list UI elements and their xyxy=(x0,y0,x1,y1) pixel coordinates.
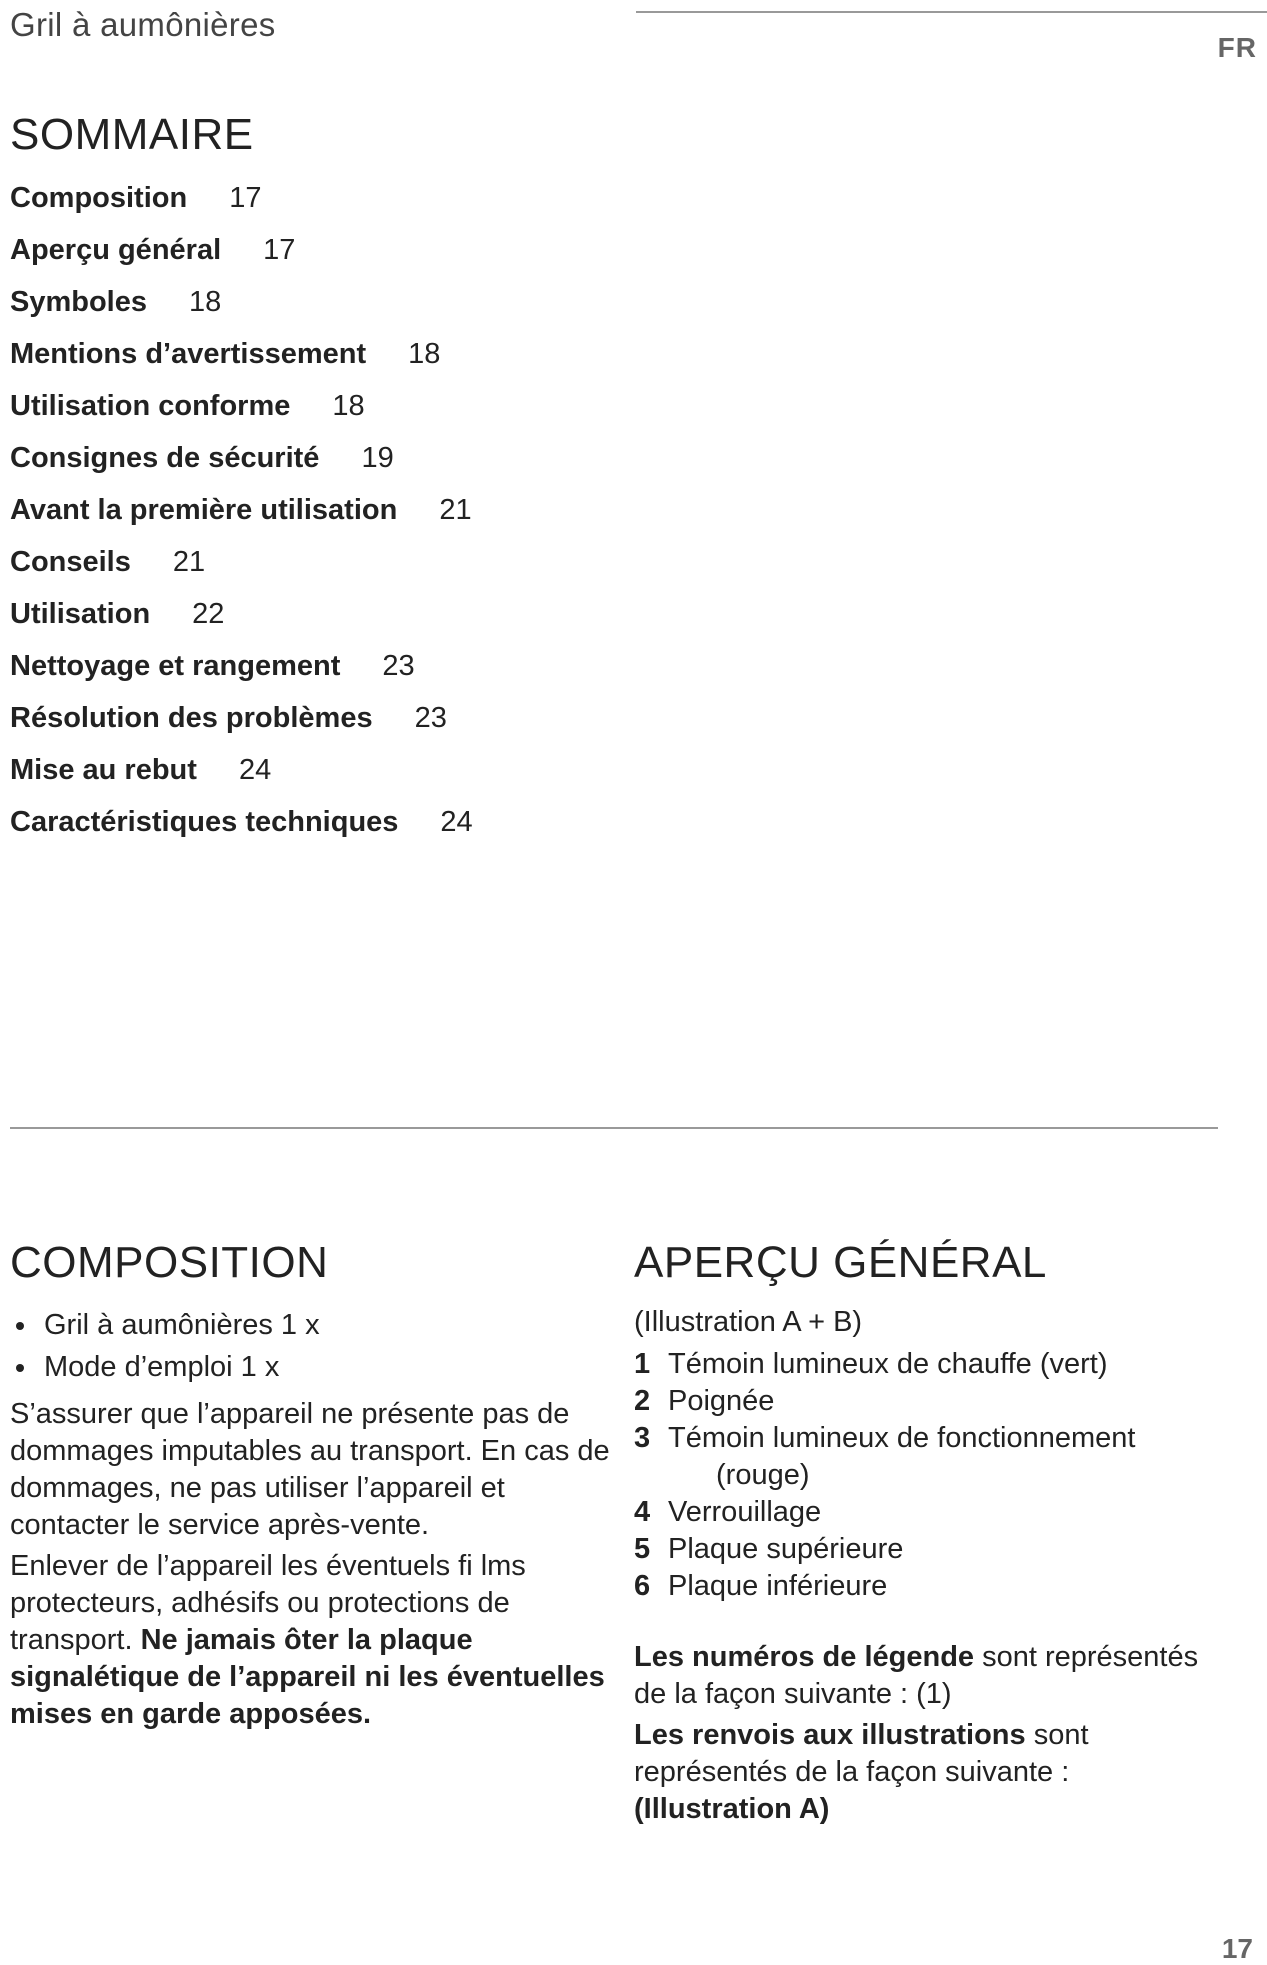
toc-item[interactable] xyxy=(10,692,473,744)
toc-item-label: Mentions d’avertissement xyxy=(10,338,367,370)
toc-item-label: Mise au rebut xyxy=(10,754,197,786)
toc-item-label: Composition xyxy=(10,182,188,214)
toc-item-page: 19 xyxy=(361,442,394,474)
table-of-contents xyxy=(10,172,473,848)
toc-item[interactable] xyxy=(10,484,473,536)
legend-number: 5 xyxy=(634,1533,651,1565)
legend-number: 4 xyxy=(634,1496,651,1528)
toc-item-page: 23 xyxy=(414,702,447,734)
illustration-refs-note xyxy=(634,1717,1234,1828)
composition-section xyxy=(10,1238,610,1737)
toc-item-page: 24 xyxy=(440,806,473,838)
toc-item[interactable] xyxy=(10,432,473,484)
legend-text: Plaque supérieure xyxy=(668,1533,904,1565)
toc-item-label: Avant la première utilisation xyxy=(10,494,398,526)
note-text: sont représentés de la façon suivante : (1) xyxy=(634,1641,1199,1710)
toc-item-label: Symboles xyxy=(10,286,147,318)
note-bold: Les renvois aux illustrations xyxy=(634,1719,1026,1751)
legend-list xyxy=(634,1346,1234,1605)
toc-item-page: 17 xyxy=(263,234,296,266)
section-divider xyxy=(10,1127,1218,1129)
header-divider xyxy=(636,11,1267,13)
page-number: 17 xyxy=(1221,1933,1253,1964)
transport-damage-paragraph: S’assurer que l’appareil ne présente pas de dommages imputables au transport. En cas de dommages, ne pas utiliser l’appareil et contacter le service après-vente. xyxy=(10,1398,610,1541)
legend-text: Témoin lumineux de fonctionnement xyxy=(668,1422,1136,1454)
overview-section xyxy=(634,1238,1234,1832)
legend-number: 6 xyxy=(634,1570,651,1602)
toc-item-label: Aperçu général xyxy=(10,234,222,266)
legend-item xyxy=(634,1346,1234,1383)
list-item: Gril à aumônières 1 x xyxy=(10,1304,610,1346)
toc-item-page: 17 xyxy=(229,182,262,214)
toc-item-label: Utilisation conforme xyxy=(10,390,291,422)
legend-text: Témoin lumineux de chauffe (vert) xyxy=(668,1348,1108,1380)
overview-subtitle: (Illustration A + B) xyxy=(634,1306,863,1338)
toc-item-label: Conseils xyxy=(10,546,131,578)
note-text: sont représentés de la façon suivante : xyxy=(634,1719,1089,1788)
legend-item xyxy=(634,1420,1234,1457)
toc-item[interactable] xyxy=(10,380,473,432)
legend-number: 1 xyxy=(634,1348,651,1380)
toc-item-page: 21 xyxy=(172,546,206,578)
packaging-paragraph xyxy=(10,1548,610,1733)
toc-item-label: Caractéristiques techniques xyxy=(10,806,399,838)
toc-item-label: Consignes de sécurité xyxy=(10,442,320,474)
toc-item[interactable] xyxy=(10,796,473,848)
note-bold: Les numéros de légende xyxy=(634,1641,975,1673)
toc-item-label: Nettoyage et rangement xyxy=(10,650,341,682)
toc-item[interactable] xyxy=(10,276,473,328)
legend-item xyxy=(634,1531,1234,1568)
language-code: FR xyxy=(1217,32,1257,63)
legend-text: Plaque inférieure xyxy=(668,1570,888,1602)
legend-text: (rouge) xyxy=(716,1459,810,1491)
legend-text: Poignée xyxy=(668,1385,775,1417)
toc-item-page: 18 xyxy=(408,338,441,370)
legend-numbers-note xyxy=(634,1639,1234,1713)
toc-item-label: Résolution des problèmes xyxy=(10,702,373,734)
toc-item[interactable] xyxy=(10,744,473,796)
toc-item-page: 18 xyxy=(332,390,365,422)
legend-item xyxy=(634,1568,1234,1605)
toc-item[interactable] xyxy=(10,536,473,588)
composition-title: COMPOSITION xyxy=(10,1238,329,1287)
note-bold: (Illustration A) xyxy=(634,1793,830,1825)
toc-item-page: 23 xyxy=(382,650,415,682)
toc-item-page: 24 xyxy=(238,754,272,786)
toc-item[interactable] xyxy=(10,640,473,692)
legend-item xyxy=(634,1494,1234,1531)
legend-number: 2 xyxy=(634,1385,651,1417)
toc-item-page: 21 xyxy=(439,494,472,526)
legend-item xyxy=(634,1383,1234,1420)
toc-item[interactable] xyxy=(10,588,473,640)
toc-item[interactable] xyxy=(10,328,473,380)
rating-plate-warning: Ne jamais ôter la plaque signalétique de l’appareil ni les éventuelles mises en garde apposées. xyxy=(10,1624,605,1730)
toc-item-page: 18 xyxy=(189,286,222,318)
list-item: Mode d’emploi 1 x xyxy=(10,1346,610,1388)
overview-title: APERÇU GÉNÉRAL xyxy=(634,1238,1047,1287)
legend-number: 3 xyxy=(634,1422,651,1454)
legend-text: Verrouillage xyxy=(668,1496,822,1528)
document-title: Gril à aumônières xyxy=(10,6,276,43)
toc-item[interactable] xyxy=(10,224,473,276)
composition-list xyxy=(10,1304,610,1388)
toc-item-label: Utilisation xyxy=(10,598,151,630)
toc-title: SOMMAIRE xyxy=(10,110,254,159)
toc-item-page: 22 xyxy=(192,598,225,630)
packaging-text: Enlever de l’appareil les éventuels fi lms protecteurs, adhésifs ou protections de transport. xyxy=(10,1550,526,1656)
legend-item-continuation xyxy=(634,1457,1234,1494)
toc-item[interactable] xyxy=(10,172,473,224)
